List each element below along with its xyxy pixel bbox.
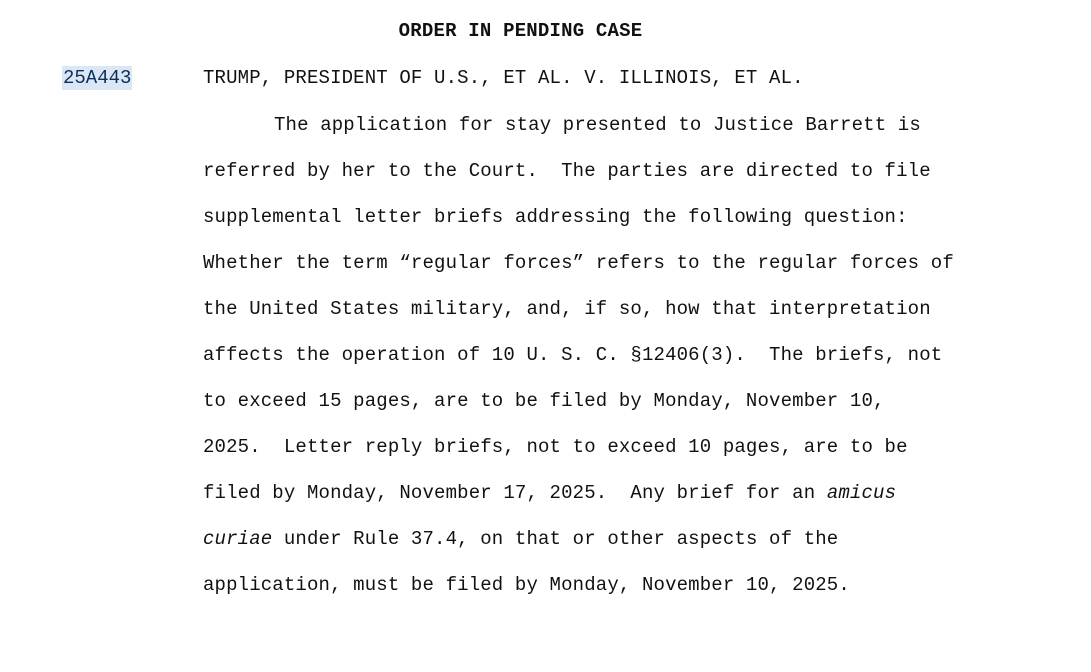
- order-line-text: The application for stay presented to Justice Barrett is: [274, 114, 921, 136]
- order-line: the United States military, and, if so, how that interpretation: [203, 298, 931, 320]
- order-line: referred by her to the Court. The parties are directed to file: [203, 160, 931, 182]
- order-line: Whether the term “regular forces” refers to the regular forces of: [203, 252, 954, 274]
- docket-number: 25A443: [63, 67, 132, 89]
- case-title: TRUMP, PRESIDENT OF U.S., ET AL. V. ILLINOIS, ET AL.: [203, 67, 804, 89]
- order-line: supplemental letter briefs addressing the following question:: [203, 206, 908, 228]
- order-heading: ORDER IN PENDING CASE: [398, 20, 643, 42]
- order-text: [203, 113, 1063, 619]
- order-line: 2025. Letter reply briefs, not to exceed 10 pages, are to be: [203, 436, 908, 458]
- order-line: application, must be filed by Monday, November 10, 2025.: [203, 574, 850, 596]
- order-line: [203, 527, 1063, 573]
- order-line: to exceed 15 pages, are to be filed by Monday, November 10,: [203, 390, 885, 412]
- order-line-text: under Rule 37.4, on that or other aspects of the: [272, 528, 839, 550]
- italic-term: curiae: [203, 528, 273, 550]
- italic-term: amicus: [826, 482, 897, 504]
- order-line: [203, 113, 1063, 159]
- order-line: [203, 481, 1063, 527]
- order-line: affects the operation of 10 U. S. C. §12406(3). The briefs, not: [203, 344, 943, 366]
- order-line-text: filed by Monday, November 17, 2025. Any brief for an: [203, 482, 827, 504]
